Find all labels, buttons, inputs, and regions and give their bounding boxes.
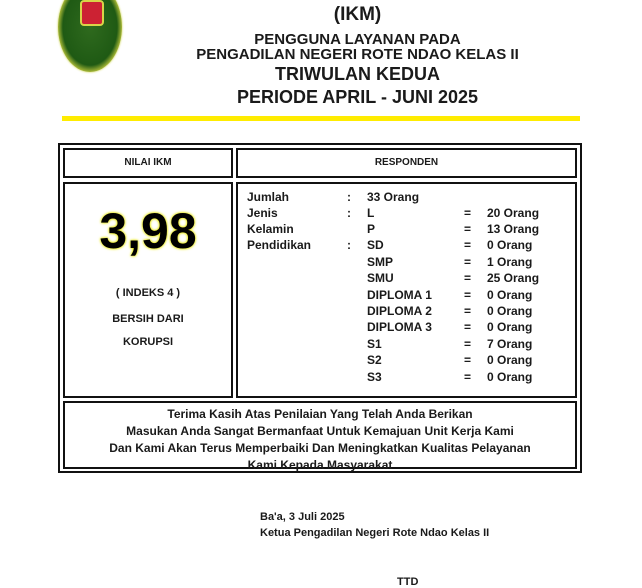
signature-place-date: Ba'a, 3 Juli 2025 bbox=[260, 511, 345, 523]
doc-title-ikm: (IKM) bbox=[333, 4, 382, 25]
respondent-val: 13 Orang bbox=[487, 222, 540, 236]
respondent-val: 0 Orang bbox=[487, 288, 533, 302]
respondent-eq: = bbox=[464, 320, 472, 334]
respondent-eq: = bbox=[464, 304, 472, 318]
respondent-val: 20 Orang bbox=[487, 206, 540, 220]
respondent-colon: : bbox=[347, 206, 351, 220]
message-line: Kami Kepada Masyarakat bbox=[247, 458, 393, 472]
respondent-label: Pendidikan bbox=[247, 238, 312, 252]
respondent-eq: = bbox=[464, 206, 472, 220]
court-seal-logo bbox=[58, 0, 122, 72]
doc-title-line: PENGGUNA LAYANAN PADA bbox=[254, 31, 461, 48]
respondent-cat: 33 Orang bbox=[367, 190, 420, 204]
ikm-status: KORUPSI bbox=[122, 336, 174, 348]
doc-title-line: PENGADILAN NEGERI ROTE NDAO KELAS II bbox=[196, 46, 519, 63]
emblem-icon bbox=[80, 0, 104, 26]
respondent-cat: DIPLOMA 3 bbox=[367, 320, 432, 334]
ikm-score: 3,98 bbox=[99, 203, 197, 259]
respondent-eq: = bbox=[464, 222, 472, 236]
doc-title-period: PERIODE APRIL - JUNI 2025 bbox=[236, 87, 479, 107]
respondent-label: Jenis bbox=[247, 206, 278, 220]
respondent-val: 0 Orang bbox=[487, 238, 533, 252]
signature-title: Ketua Pengadilan Negeri Rote Ndao Kelas II bbox=[260, 527, 490, 539]
respondent-cell bbox=[236, 182, 577, 398]
respondent-cat: SMP bbox=[367, 255, 394, 269]
signature-ttd: TTD bbox=[397, 576, 419, 588]
respondent-label: Kelamin bbox=[247, 222, 294, 236]
respondent-colon: : bbox=[347, 238, 351, 252]
thank-you-message bbox=[63, 401, 577, 472]
respondent-val: 0 Orang bbox=[487, 370, 533, 384]
respondent-cat: S1 bbox=[367, 337, 382, 351]
header-responden: RESPONDEN bbox=[236, 148, 577, 178]
header-nilai-ikm: NILAI IKM bbox=[63, 148, 233, 178]
ikm-status: BERSIH DARI bbox=[112, 313, 184, 325]
respondent-cat: S2 bbox=[367, 353, 382, 367]
respondent-cat: SMU bbox=[367, 271, 394, 285]
yellow-divider bbox=[62, 116, 580, 121]
message-line: Dan Kami Akan Terus Memperbaiki Dan Meningkatkan Kualitas Pelayanan bbox=[109, 441, 531, 455]
message-line: Terima Kasih Atas Penilaian Yang Telah Anda Berikan bbox=[167, 407, 473, 421]
respondent-val: 1 Orang bbox=[487, 255, 533, 269]
score-cell bbox=[63, 182, 233, 398]
respondent-label: Jumlah bbox=[247, 190, 290, 204]
respondent-cat: DIPLOMA 2 bbox=[367, 304, 432, 318]
respondent-eq: = bbox=[464, 353, 472, 367]
respondent-val: 7 Orang bbox=[487, 337, 533, 351]
respondent-cat: P bbox=[367, 222, 376, 236]
respondent-val: 0 Orang bbox=[487, 320, 533, 334]
respondent-colon: : bbox=[347, 190, 351, 204]
ikm-index: ( INDEKS 4 ) bbox=[115, 287, 181, 299]
respondent-cat: S3 bbox=[367, 370, 382, 384]
message-line: Masukan Anda Sangat Bermanfaat Untuk Kemajuan Unit Kerja Kami bbox=[126, 424, 514, 438]
respondent-eq: = bbox=[464, 238, 472, 252]
respondent-cat: SD bbox=[367, 238, 384, 252]
respondent-eq: = bbox=[464, 370, 472, 384]
respondent-eq: = bbox=[464, 271, 472, 285]
respondent-val: 0 Orang bbox=[487, 353, 533, 367]
respondent-eq: = bbox=[464, 255, 472, 269]
respondent-eq: = bbox=[464, 337, 472, 351]
respondent-cat: DIPLOMA 1 bbox=[367, 288, 432, 302]
ikm-table bbox=[58, 143, 582, 473]
respondent-val: 25 Orang bbox=[487, 271, 540, 285]
respondent-cat: L bbox=[367, 206, 375, 220]
doc-title-quarter: TRIWULAN KEDUA bbox=[275, 64, 440, 84]
respondent-val: 0 Orang bbox=[487, 304, 533, 318]
respondent-eq: = bbox=[464, 288, 472, 302]
